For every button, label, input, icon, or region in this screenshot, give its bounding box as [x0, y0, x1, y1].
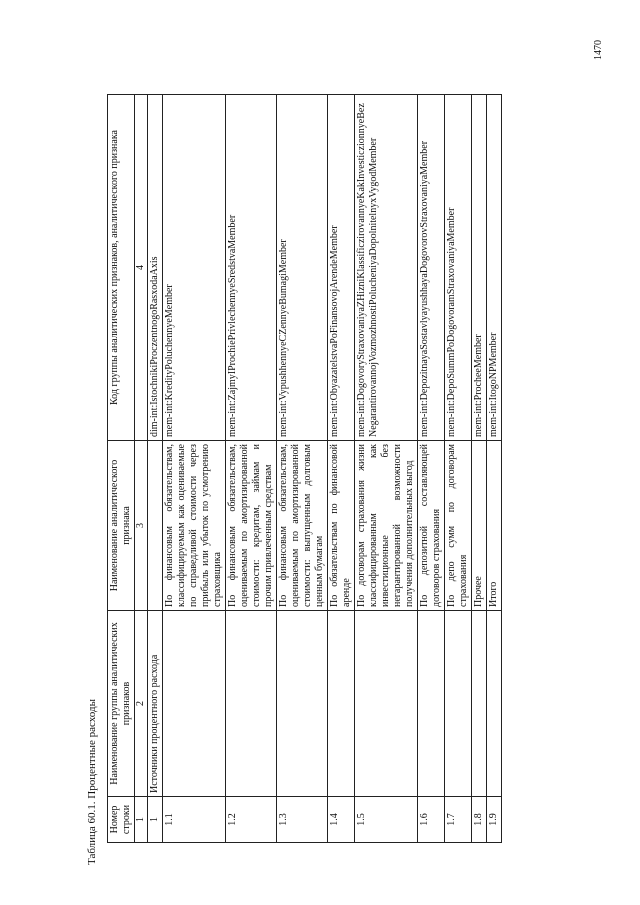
row-code: mem-int:DogovoryStraxovaniyaZHizniKlassificzirovannyeKakInvesticzionnyeBezNegarantirovannojVozmozhnostiPolucheniyaDopolnitelnyxVygodMember	[355, 95, 418, 441]
table-title: Таблица 60.1. Процентные расходы	[86, 699, 98, 865]
row-code: mem-int:VypushhennyeCZennyeBumagiMember	[277, 95, 328, 441]
interest-expense-table	[107, 94, 502, 843]
row-group-empty	[226, 611, 277, 797]
row-code: mem-int:ItogoNPMember	[487, 95, 502, 441]
row-code: mem-int:ZajmyIProchiePrivlechennyeSredstvaMember	[226, 95, 277, 441]
table-row	[355, 95, 418, 843]
rotated-page-content	[86, 95, 596, 865]
row-number: 1.5	[355, 797, 418, 843]
row-attribute-name: По депо сумм по договорам страхования	[445, 441, 472, 611]
header-group-name: Наименование группы аналитических признаков	[108, 611, 135, 797]
column-number-row	[135, 95, 148, 843]
table-row	[277, 95, 328, 843]
row-code: mem-int:DepoSummPoDogovoramStraxovaniyaMember	[445, 95, 472, 441]
column-number-4: 4	[135, 95, 148, 441]
column-number-1: 1	[135, 797, 148, 843]
header-row-number: Номер строки	[108, 797, 135, 843]
row-group-empty	[277, 611, 328, 797]
table-row	[445, 95, 472, 843]
row-group-empty	[355, 611, 418, 797]
row-attribute-name: По финансовым обязательствам, оцениваемым по амортизированной стоимости: кредитам, займам и прочим привлеченным средствам	[226, 441, 277, 611]
row-number: 1.8	[472, 797, 487, 843]
table-row	[487, 95, 502, 843]
row-group-empty	[163, 611, 226, 797]
table-row	[226, 95, 277, 843]
row-attribute-name: По финансовым обязательствам, оцениваемым по амортизированной стоимости: выпущенным долговым ценным бумагам	[277, 441, 328, 611]
row-code: mem-int:ObyazatelstvaPoFinansovojArendeMember	[328, 95, 355, 441]
table-row	[328, 95, 355, 843]
header-attribute-name: Наименование аналитического признака	[108, 441, 135, 611]
page-number: 1470	[593, 40, 604, 60]
row-number: 1.6	[418, 797, 445, 843]
column-number-2: 2	[135, 611, 148, 797]
table-row	[163, 95, 226, 843]
row-attribute-name: Прочее	[472, 441, 487, 611]
group-name: Источники процентного расхода	[148, 611, 163, 797]
group-code: dim-int:IstochnikiProczentnogoRasxodaAxis	[148, 95, 163, 441]
row-group-empty	[445, 611, 472, 797]
row-number: 1.9	[487, 797, 502, 843]
row-code: mem-int:DepozitnayaSostavlyayushhayaDogovorovStraxovaniyaMember	[418, 95, 445, 441]
header-row	[108, 95, 135, 843]
row-attribute-name: По финансовым обязательствам, классифицируемым как оцениваемые по справедливой стоимости через прибыль или убыток по усмотрению страховщика	[163, 441, 226, 611]
row-group-empty	[418, 611, 445, 797]
row-attribute-name: По обязательствам по финансовой аренде	[328, 441, 355, 611]
row-number: 1.1	[163, 797, 226, 843]
row-group-empty	[487, 611, 502, 797]
row-code: mem-int:KredityPoluchennyeMember	[163, 95, 226, 441]
row-number: 1.2	[226, 797, 277, 843]
group-row	[148, 95, 163, 843]
header-code: Код группы аналитических признаков, аналитического признака	[108, 95, 135, 441]
column-number-3: 3	[135, 441, 148, 611]
group-row-number: 1	[148, 797, 163, 843]
row-number: 1.4	[328, 797, 355, 843]
table-row	[472, 95, 487, 843]
row-group-empty	[328, 611, 355, 797]
row-group-empty	[472, 611, 487, 797]
row-number: 1.7	[445, 797, 472, 843]
row-code: mem-int:ProcheeMember	[472, 95, 487, 441]
row-attribute-name: Итого	[487, 441, 502, 611]
group-attribute-empty	[148, 441, 163, 611]
table-row	[418, 95, 445, 843]
row-number: 1.3	[277, 797, 328, 843]
row-attribute-name: По договорам страхования жизни классифицированным как инвестиционные без негарантированной возможности получения дополнительных выгод	[355, 441, 418, 611]
row-attribute-name: По депозитной составляющей договоров страхования	[418, 441, 445, 611]
